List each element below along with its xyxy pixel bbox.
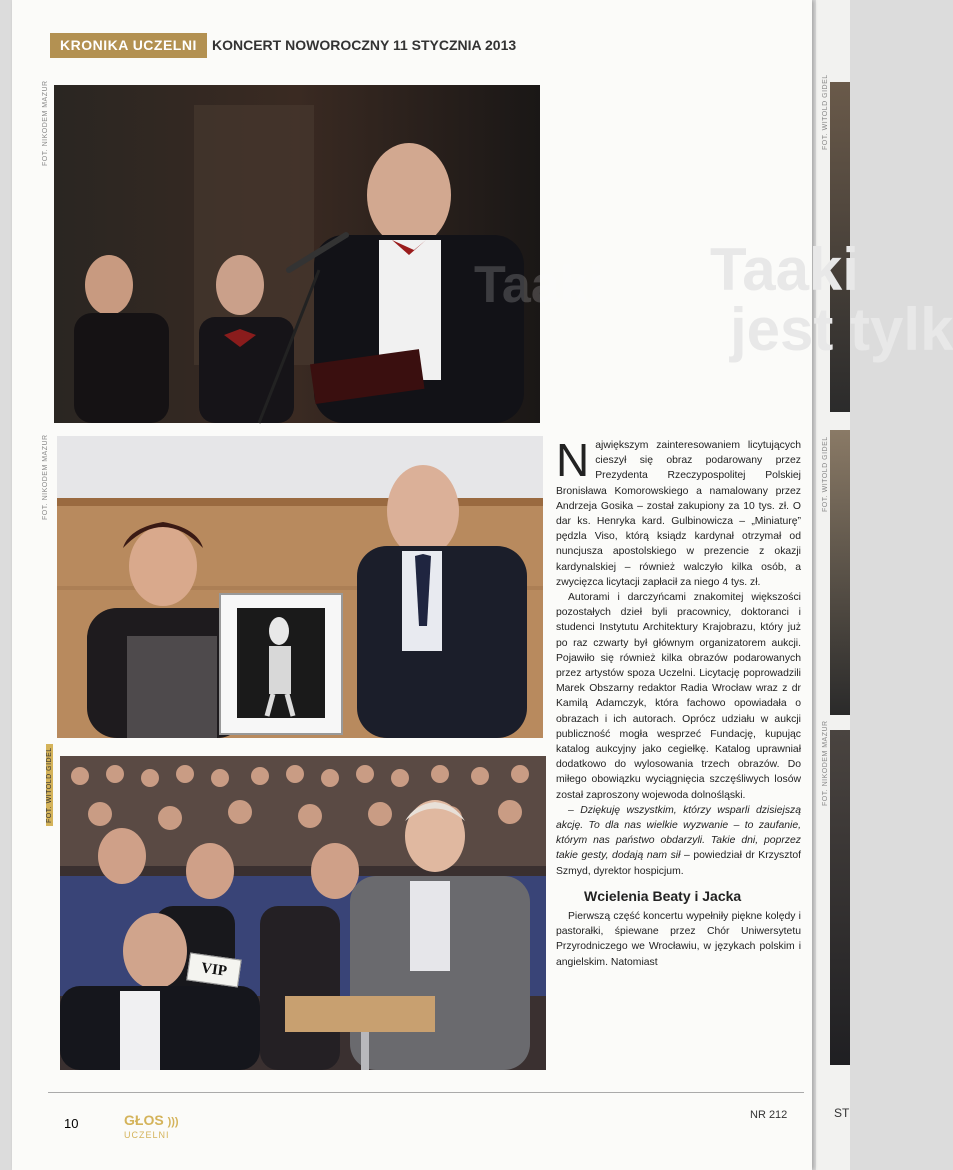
quote-attribution: – powiedział dr Krzysztof Szmyd, dyrektor hospicjum. (556, 850, 801, 877)
logo-bars-icon: ))) (167, 1116, 179, 1128)
quote-text: – Dziękuję wszystkim, którzy wsparli dzisiejszą akcję. To dla nas wielkie wyzwanie – to zaufanie, którym nas państwo obdarzyli. Takie dni, poprzez takie gesty, dodają nam sił (556, 804, 801, 862)
drop-cap: N (556, 434, 590, 486)
next-page-photo-2 (830, 430, 850, 715)
photo-credit-2: FOT. NIKODEM MAZUR (42, 434, 49, 520)
photo-speaker-with-microphone (54, 85, 604, 423)
watermark-text-line-2: jest tylk (730, 296, 953, 363)
next-page-credit-2: FOT. WITOLD GIDEL (822, 436, 829, 512)
page-title: KONCERT NOWOROCZNY 11 STYCZNIA 2013 (212, 37, 517, 53)
logo-main: GŁOS (124, 1112, 164, 1128)
issue-number: NR 212 (750, 1109, 788, 1121)
paragraph-3 (556, 803, 801, 879)
photo-painting-handover (57, 436, 543, 738)
magazine-logo (124, 1114, 179, 1142)
vip-sign: VIP (186, 953, 241, 988)
photo-overlay-text-1: Taaki (474, 256, 604, 314)
section-tag: KRONIKA UCZELNI (50, 33, 207, 58)
photo-audience (60, 756, 546, 1070)
logo-sub: UCZELNI (124, 1130, 170, 1140)
next-page-credit-1: FOT. WITOLD GIDEL (822, 74, 829, 150)
article-body (556, 434, 801, 970)
photo-credit-1: FOT. NIKODEM MAZUR (42, 80, 49, 166)
footer-divider (48, 1092, 804, 1093)
paragraph-4: Pierwszą część koncertu wypełniły piękne kolędy i pastorałki, śpiewane przez Chór Uniwersytetu Przyrodniczego we Wrocławiu, w językach polskim i angielskim. Natomiast (556, 910, 801, 968)
watermark-text (540, 236, 953, 363)
next-page-credit-3: FOT. NIKODEM MAZUR (822, 720, 829, 806)
photo-credit-3: FOT. WITOLD GIDEL (46, 744, 53, 826)
next-page-strip (816, 0, 850, 1170)
next-page-photo-3 (830, 730, 850, 1065)
paragraph-1 (556, 434, 801, 590)
watermark-text-line-1: Taaki (710, 236, 859, 303)
next-page-text-fragment: ST (834, 1106, 850, 1120)
paragraph-2: Autorami i darczyńcami znakomitej większości pozostałych dzieł byli pracownicy, doktoranci i studenci Instytutu Architektury Krajobrazu, który już po raz czwarty był głównym organizatorem aukcji. Pojawiło się również kilka obrazów podarowanych przez artystów spoza Uczelni. Licytację poprowadzili Marek Obszarny redaktor Radia Wrocław wraz z dr Kamilą Adamczyk, która fachowo opowiadała o obrazach i ich autorach. Oprócz udziału w aukcji publiczność mogła wesprzeć Fundację, kupując katalog aukcyjny jako cegiełkę. Katalog uprawniał dodatkowo do wylosowania trzech obrazów. Do miłego obowiązku wyciągnięcia szczęśliwych losów został zaproszony wojewoda dolnośląski. (556, 592, 801, 801)
subheading: Wcielenia Beaty i Jacka (584, 887, 742, 904)
page-number: 10 (64, 1116, 79, 1131)
paragraph-1-text: ajwiększym zainteresowaniem licytujących cieszył się obraz podarowany przez Prezydenta Rzeczypospolitej Polskiej Bronisława Komorowskiego a namalowany przez Andrzeja Gosika – został zakupiony za 10 tys. zł. O dar ks. Henryka kard. Gulbinowicza – „Miniaturę” pędzla Viso, którą ksiądz kardynał otrzymał od nuncjusza apostolskiego w prezencie z okazji kardynalskiej – również walczyło kilka osób, a zwycięzca licytacji zapłacił za niego 4 tys. zł. (556, 440, 801, 588)
